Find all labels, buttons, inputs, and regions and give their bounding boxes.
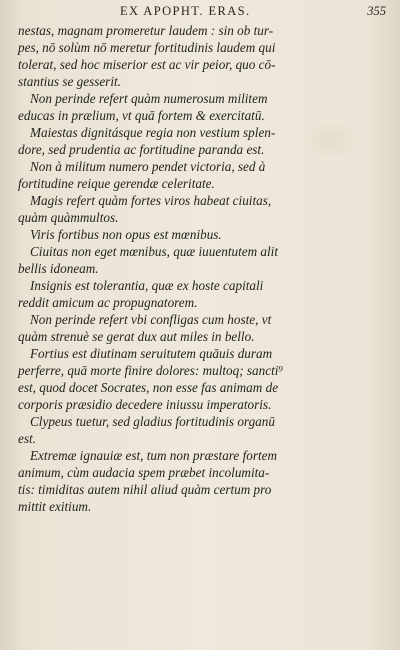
text-line: dore, sed prudentia ac fortitudine paranda est. <box>18 142 265 157</box>
text-line: perferre, quā morte finire dolores: multoq; sancti⁹ <box>18 363 284 378</box>
text-line: nestas, magnam promeretur laudem : sin ob tur- <box>18 23 274 38</box>
text-line: Viris fortibus non opus est mœnibus. <box>30 227 222 242</box>
text-line: fortitudine reique gerendæ celeritate. <box>18 176 215 191</box>
text-line: quàm quàmmultos. <box>18 210 119 225</box>
text-line: animum, cùm audacia spem præbet incolumita- <box>18 465 270 480</box>
text-line: Clypeus tuetur, sed gladius fortitudinis organū <box>30 414 275 429</box>
text-line: est. <box>18 431 36 446</box>
text-line: Non à militum numero pendet victoria, sed à <box>30 159 266 174</box>
text-line: Maiestas dignitásque regia non vestium splen- <box>30 125 276 140</box>
text-line: Insignis est tolerantia, quæ ex hoste capitali <box>30 278 264 293</box>
text-line: bellis idoneam. <box>18 261 99 276</box>
text-line: educas in prælium, vt quā fortem & exercitatū. <box>18 108 265 123</box>
text-line: Ciuitas non eget mœnibus, quæ iuuentutem alit <box>30 244 278 259</box>
paper-stain <box>300 120 360 160</box>
text-line: mittit exitium. <box>18 499 92 514</box>
running-title: EX APOPHT. ERAS. <box>120 4 251 18</box>
text-line: Fortius est diutinam seruitutem quāuis duram <box>30 346 273 361</box>
text-line: tolerat, sed hoc miserior est ac vir peior, quo cō- <box>18 57 276 72</box>
text-line: pes, nō solùm nō meretur fortitudinis laudem qui <box>18 40 276 55</box>
text-line: est, quod docet Socrates, non esse fas animam de <box>18 380 279 395</box>
text-line: corporis præsidio decedere iniussu imperatoris. <box>18 397 272 412</box>
text-line: Magis refert quàm fortes viros habeat ciuitas, <box>30 193 272 208</box>
text-line: Extremæ ignauiæ est, tum non præstare fortem <box>30 448 278 463</box>
text-line: tis: timiditas autem nihil aliud quàm certum pro <box>18 482 272 497</box>
text-line: reddit amicum ac propugnatorem. <box>18 295 198 310</box>
text-line: Non perinde refert vbi confligas cum hoste, vt <box>30 312 272 327</box>
running-header <box>0 4 400 22</box>
text-line: quàm strenuè se gerat dux aut miles in bello. <box>18 329 255 344</box>
text-line: stantius se gesserit. <box>18 74 121 89</box>
page-number: 355 <box>367 4 386 18</box>
text-line: Non perinde refert quàm numerosum militem <box>30 91 268 106</box>
